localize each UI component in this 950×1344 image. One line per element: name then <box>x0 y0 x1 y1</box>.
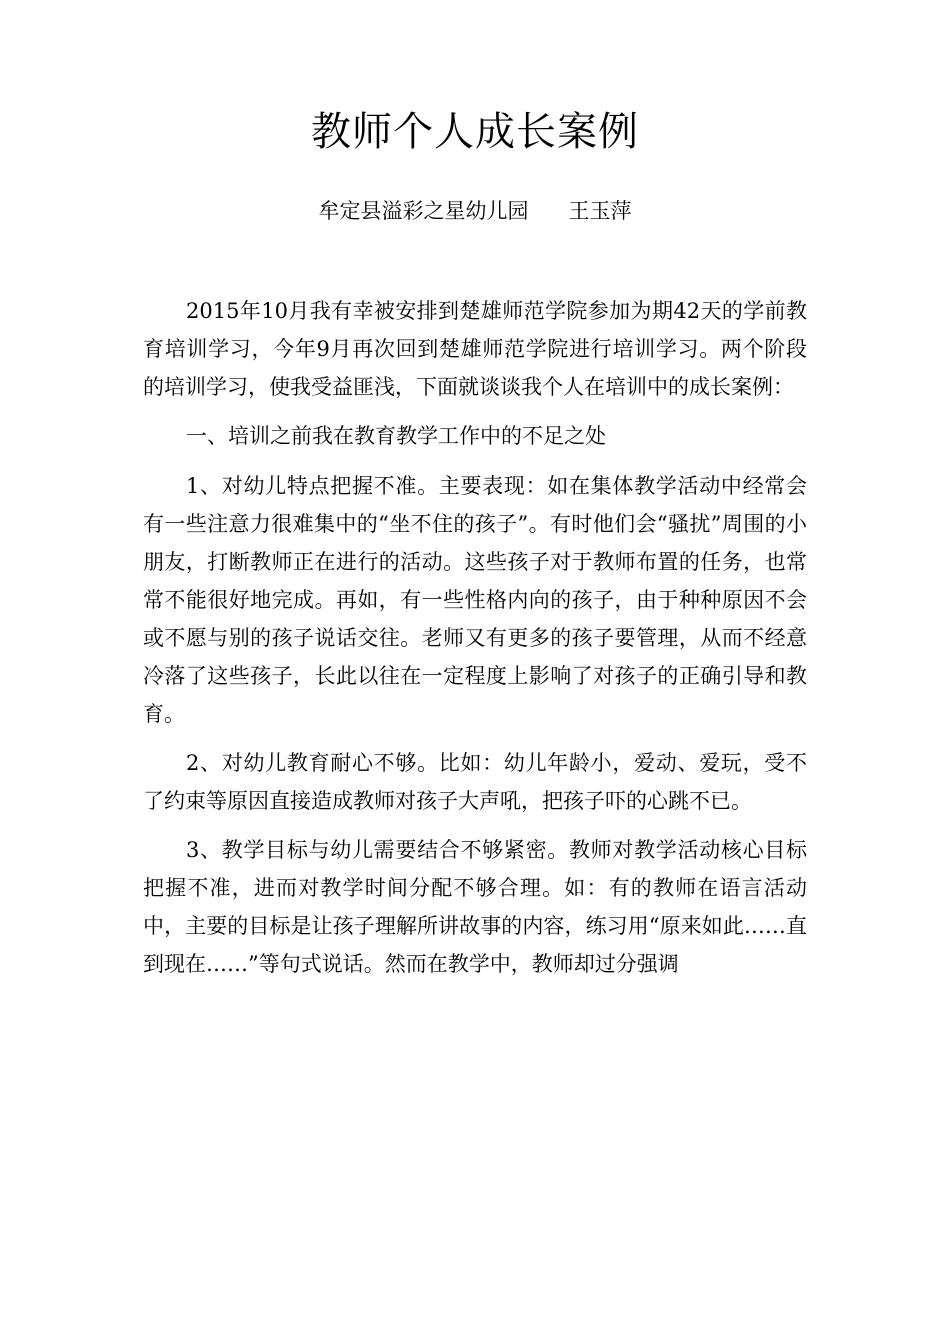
paragraph-point-3: 3、教学目标与幼儿需要结合不够紧密。教师对教学活动核心目标把握不准，进而对教学时间分配不够合理。如：有的教师在语言活动中，主要的目标是让孩子理解所讲故事的内容，练习用“原来如此……直到现在……”等句式说话。然而在教学中，教师却过分强调 <box>143 838 807 976</box>
paragraph-point-2: 2、对幼儿教育耐心不够。比如：幼儿年龄小，爱动、爱玩，受不了约束等原因直接造成教师对孩子大声吼，把孩子吓的心跳不已。 <box>143 751 807 813</box>
paragraph-intro: 2015年10月我有幸被安排到楚雄师范学院参加为期42天的学前教育培训学习，今年9月再次回到楚雄师范学院进行培训学习。两个阶段的培训学习，使我受益匪浅，下面就谈谈我个人在培训中的成长案例： <box>143 299 807 399</box>
section-heading: 一、培训之前我在教育教学工作中的不足之处 <box>186 424 606 448</box>
paragraph-point-1: 1、对幼儿特点把握不准。主要表现：如在集体教学活动中经常会有一些注意力很难集中的“坐不住的孩子”。有时他们会“骚扰”周围的小朋友，打断教师正在进行的活动。这些孩子对于教师布置的任务，也常常不能很好地完成。再如，有一些性格内向的孩子，由于种种原因不会或不愿与别的孩子说话交往。老师又有更多的孩子要管理，从而不经意冷落了这些孩子，长此以往在一定程度上影响了对孩子的正确引导和教育。 <box>143 474 807 726</box>
document-subtitle: 牟定县溢彩之星幼儿园 王玉萍 <box>318 199 632 223</box>
document-title: 教师个人成长案例 <box>311 109 639 155</box>
document-body <box>143 292 807 994</box>
